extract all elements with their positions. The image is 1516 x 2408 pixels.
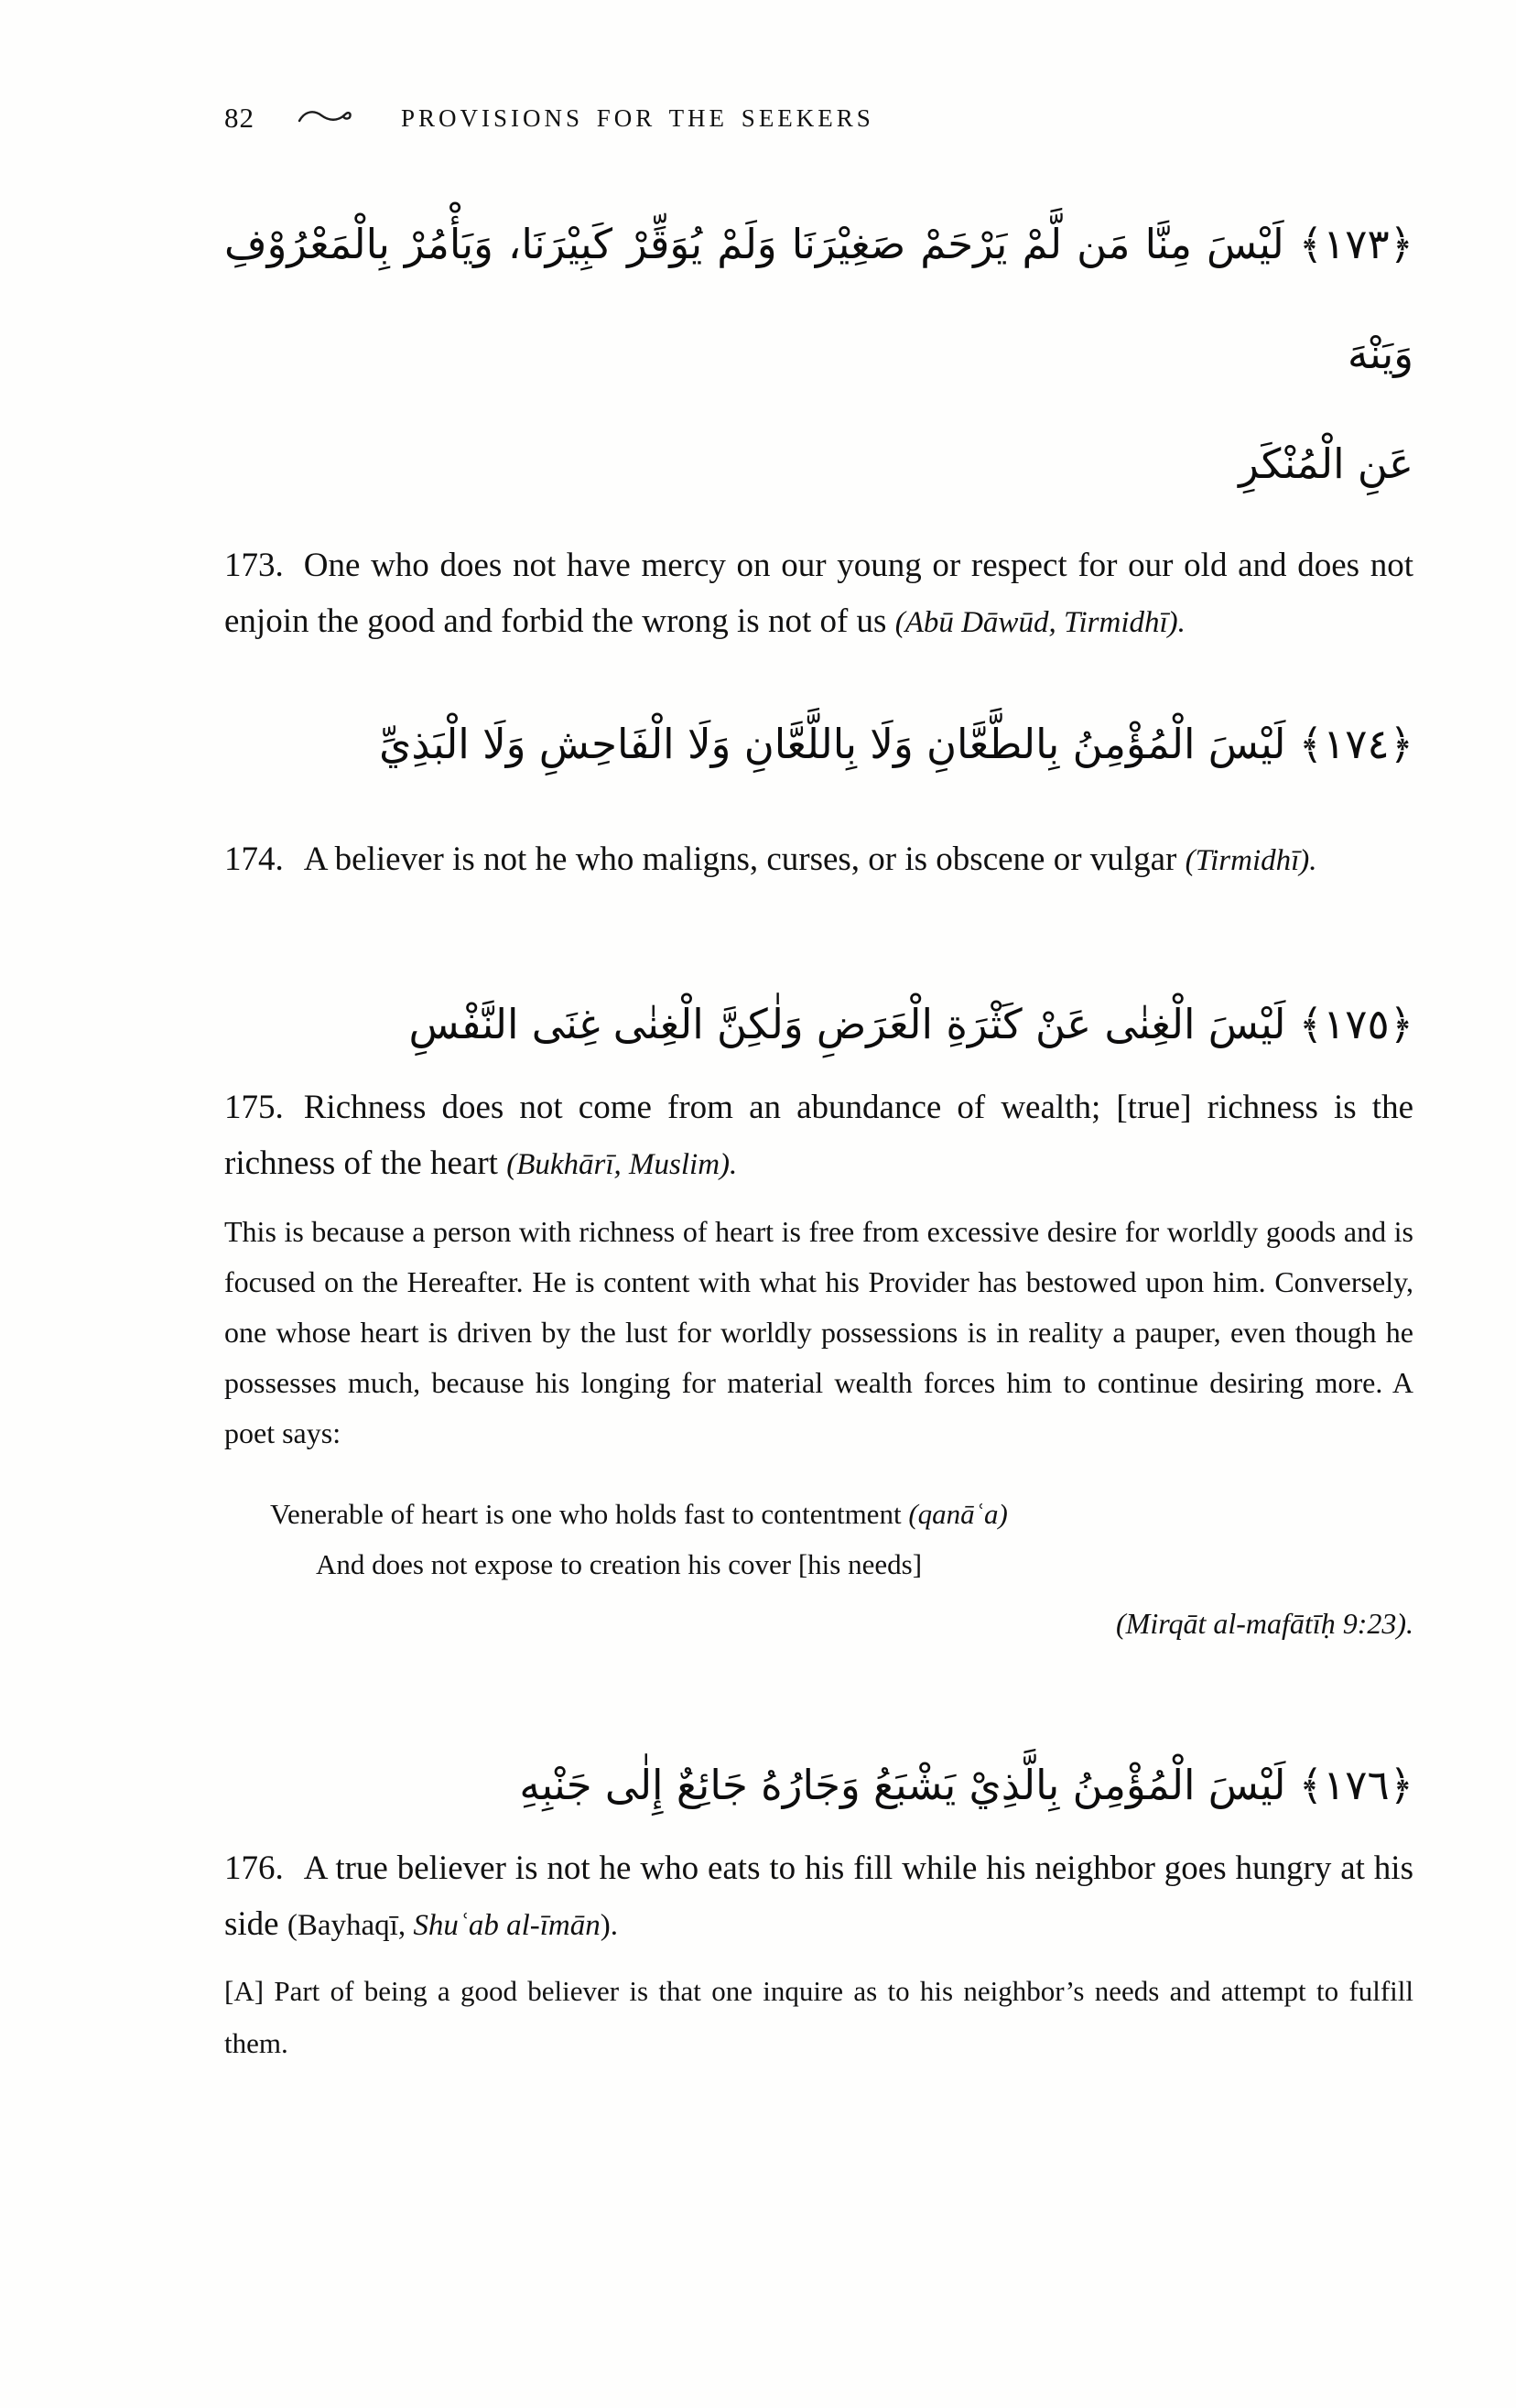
hadith-173-arabic-line1: ﴿١٧٣﴾ لَيْسَ مِنَّا مَن لَّمْ يَرْحَمْ صَغِيْرَنَا وَلَمْ يُوَقِّرْ كَبِيْرَنَا، وَيَأْمُرْ بِالْمَعْرُوْفِ وَيَنْهَ: [224, 220, 1413, 378]
hadith-175-english: [224, 1079, 1413, 1193]
poem-line-1-term: (qanāʿa): [908, 1498, 1008, 1530]
hadith-175-number: 175.: [224, 1089, 284, 1126]
hadith-173-translation: One who does not have mercy on our young or respect for our old and does not enjoin the good and forbid the wrong is not of us: [224, 547, 1413, 640]
hadith-176-note: [A] Part of being a good believer is that one inquire as to his neighbor’s needs and attempt to fulfill them.: [224, 1975, 1413, 2059]
poem-line-2: And does not expose to creation his cover [his needs]: [316, 1548, 923, 1580]
hadith-174-number: 174.: [224, 841, 284, 878]
hadith-175-arabic: ﴿١٧٥﴾ لَيْسَ الْغِنٰى عَنْ كَثْرَةِ الْعَرَضِ وَلٰكِنَّ الْغِنٰى غِنَى النَّفْسِ: [408, 1000, 1413, 1048]
poem-citation: (Mirqāt al-mafātīḥ 9:23).: [1116, 1607, 1413, 1640]
hadith-174-translation: A believer is not he who maligns, curses, or is obscene or vulgar: [303, 841, 1186, 878]
hadith-176-english: [224, 1840, 1413, 1954]
hadith-175-translation: Richness does not come from an abundance of wealth; [true] richness is the richness of the heart: [224, 1089, 1413, 1182]
hadith-173-source: (Abū Dāwūd, Tirmidhī).: [894, 606, 1186, 639]
poem-line-1-text: Venerable of heart is one who holds fast to contentment: [270, 1498, 909, 1530]
page-number: 82: [224, 102, 254, 134]
hadith-175-source: (Bukhārī, Muslim).: [506, 1148, 738, 1181]
hadith-173-english: [224, 537, 1413, 651]
poem-block: [224, 1489, 1413, 1589]
hadith-175-commentary: This is because a person with richness of heart is free from excessive desire for worldly goods and is focused on the Hereafter. He is content with what his Provider has bestowed upon him. Conversely, one whose heart is driven by the lust for worldly possessions is in reality a pauper, even though he possesses much, because his longing for material wealth forces him to continue desiring more. A poet says:: [224, 1215, 1413, 1449]
hadith-173-arabic-line2: عَنِ الْمُنْكَرِ: [1239, 439, 1413, 488]
hadith-174-arabic: ﴿١٧٤﴾ لَيْسَ الْمُؤْمِنُ بِالطَّعَّانِ وَلَا بِاللَّعَّانِ وَلَا الْفَاحِشِ وَلَا الْبَذِيِّ: [379, 720, 1413, 768]
hadith-174-source: (Tirmidhī).: [1185, 844, 1317, 877]
running-title: PROVISIONS FOR THE SEEKERS: [401, 103, 874, 132]
hadith-173-section: [224, 190, 1413, 651]
hadith-174-section: [224, 689, 1413, 889]
hadith-176-translation: A true believer is not he who eats to his fill while his neighbor goes hungry at his side: [224, 1849, 1413, 1943]
poem-line-1: [224, 1489, 1413, 1539]
page-body: [224, 190, 1413, 2069]
hadith-174-english: [224, 831, 1413, 889]
hadith-176-arabic: ﴿١٧٦﴾ لَيْسَ الْمُؤْمِنُ بِالَّذِيْ يَشْبَعُ وَجَارُهُ جَائِعٌ إِلٰى جَنْبِهِ: [519, 1761, 1413, 1809]
hadith-176-number: 176.: [224, 1849, 284, 1887]
hadith-173-number: 173.: [224, 547, 284, 584]
hadith-176-section: [224, 1730, 1413, 2069]
swash-ornament-icon: [297, 105, 353, 131]
hadith-176-source-suffix: ).: [600, 1909, 618, 1942]
hadith-176-source-prefix: (Bayhaqī,: [287, 1909, 414, 1942]
hadith-175-section: [224, 970, 1413, 1646]
page-header: [224, 99, 1413, 137]
hadith-176-source-title: Shuʿab al-īmān: [413, 1909, 601, 1942]
